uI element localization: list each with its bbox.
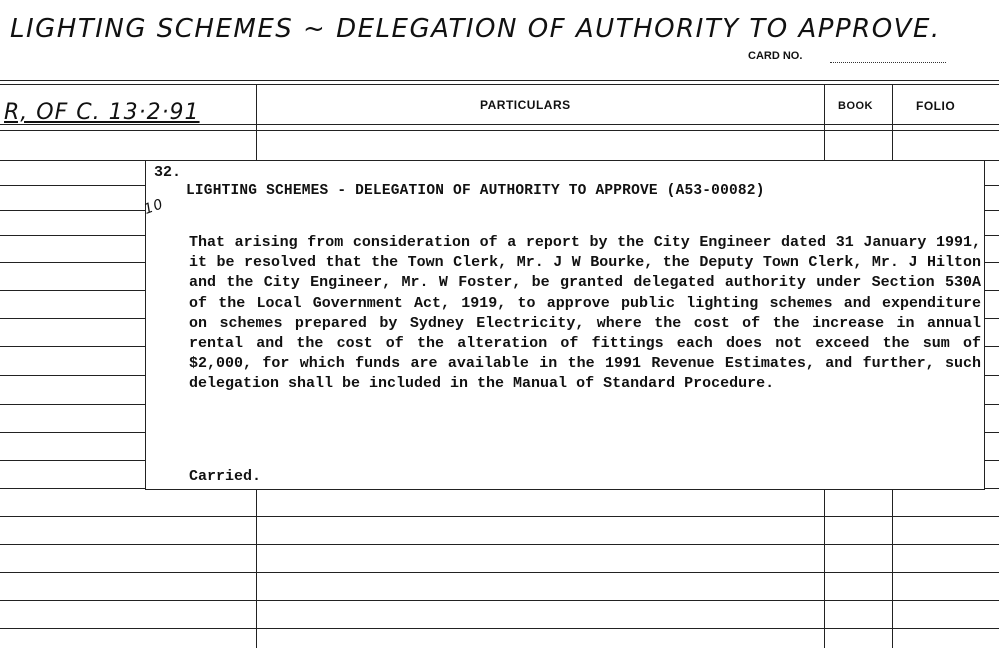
minute-reference: R, OF C. 13·2·91 (4, 100, 200, 125)
particulars-header: PARTICULARS (480, 98, 571, 112)
book-header: BOOK (838, 100, 873, 112)
ruled-line (0, 600, 999, 601)
header-rule-top-inner (0, 84, 999, 85)
header-rule-top (0, 80, 999, 81)
minute-heading: LIGHTING SCHEMES - DELEGATION OF AUTHORITY TO APPROVE (A53-00082) (186, 183, 765, 199)
margin-mark: 10 (141, 196, 166, 218)
ruled-line (0, 628, 999, 629)
minute-slip (141, 160, 991, 490)
card-no-field[interactable] (830, 62, 946, 63)
card-title: LIGHTING SCHEMES ~ DELEGATION OF AUTHORITY TO APPROVE. (10, 14, 941, 44)
item-number: 32. (154, 164, 182, 181)
ruled-line (0, 572, 999, 573)
header-rule-bottom-outer (0, 130, 999, 131)
minute-body: That arising from consideration of a report by the City Engineer dated 31 January 1991, it be resolved that the Town Clerk, Mr. J W Bourke, the Deputy Town Clerk, Mr. J Hilton and the City Engineer, Mr. W Foster, be granted delegated authority under Section 530A of the Local Government Act, 1919, to approve public lighting schemes and expenditure on schemes prepared by Sydney Electricity, where the cost of the increase in annual rental and the cost of the alteration of fittings each does not exceed the sum of $2,000, for which funds are available in the 1991 Revenue Estimates, and further, such delegation shall be included in the Manual of Standard Procedure. (189, 234, 991, 393)
ruled-line (0, 516, 999, 517)
card-no-label: CARD NO. (748, 50, 803, 62)
minute-result: Carried. (189, 468, 262, 485)
ruled-line (0, 544, 999, 545)
folio-header: FOLIO (916, 99, 956, 113)
